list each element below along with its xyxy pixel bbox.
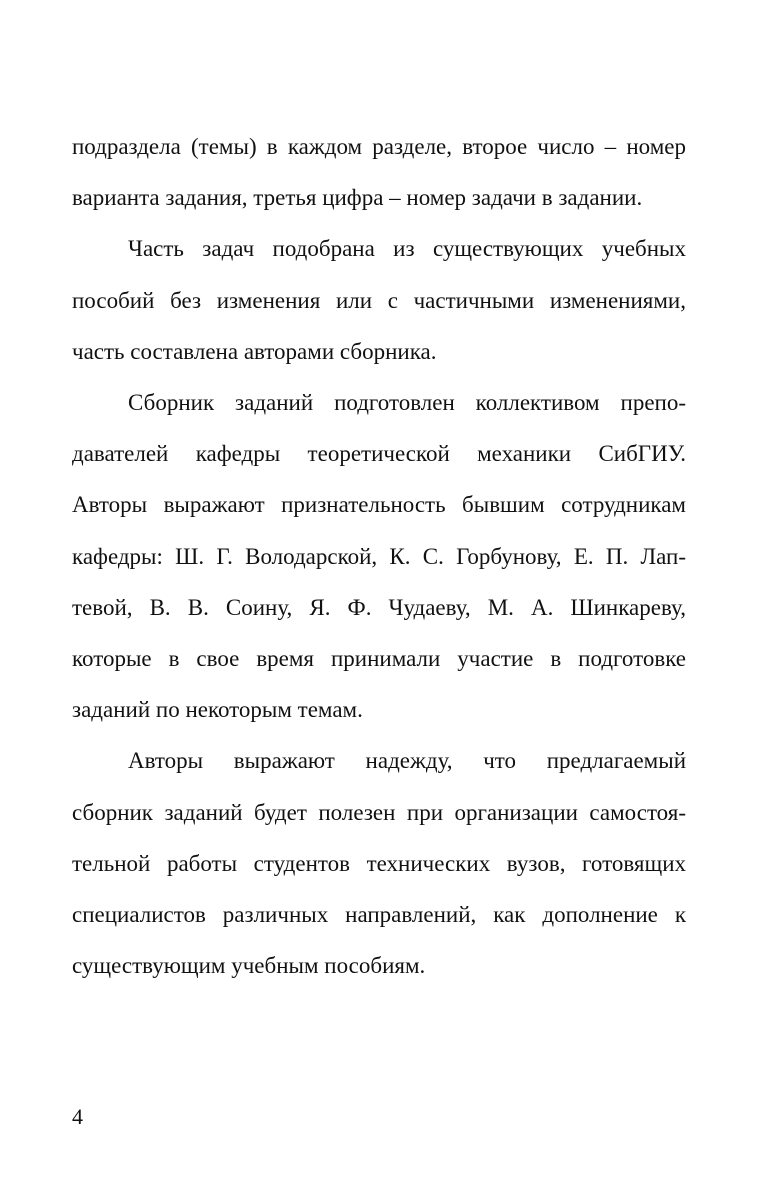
text-line: существующим учебным пособиям. <box>72 953 426 979</box>
text-line: заданий по некоторым темам. <box>72 697 363 723</box>
text-line: давателей кафедры теоретической механики СибГИУ. <box>72 441 686 467</box>
text-line: сборник заданий будет полезен при организации самостоя- <box>72 799 686 825</box>
text-line: варианта задания, третья цифра – номер задачи в задании. <box>72 185 643 211</box>
text-line: кафедры: Ш. Г. Володарской, К. С. Горбунову, Е. П. Лап- <box>72 543 686 569</box>
page-number: 4 <box>72 1104 83 1129</box>
text-line: пособий без изменения или с частичными изменениями, <box>72 287 686 313</box>
text-line: Сборник заданий подготовлен коллективом препо- <box>128 390 686 416</box>
text-line: которые в свое время принимали участие в подготовке <box>72 646 686 672</box>
text-line: Часть задач подобрана из существующих учебных <box>128 236 686 262</box>
text-line: тевой, В. В. Соину, Я. Ф. Чудаеву, М. А. Шинкареву, <box>72 594 686 620</box>
text-line: Авторы выражают признательность бывшим сотрудникам <box>72 492 686 518</box>
text-line: специалистов различных направлений, как дополнение к <box>72 902 686 928</box>
text-line: часть составлена авторами сборника. <box>72 338 437 364</box>
text-line: подраздела (темы) в каждом разделе, второе число – номер <box>72 134 686 159</box>
page-body <box>72 110 686 1003</box>
text-line: тельной работы студентов технических вузов, готовящих <box>72 850 686 876</box>
text-line: Авторы выражают надежду, что предлагаемый <box>128 748 686 774</box>
